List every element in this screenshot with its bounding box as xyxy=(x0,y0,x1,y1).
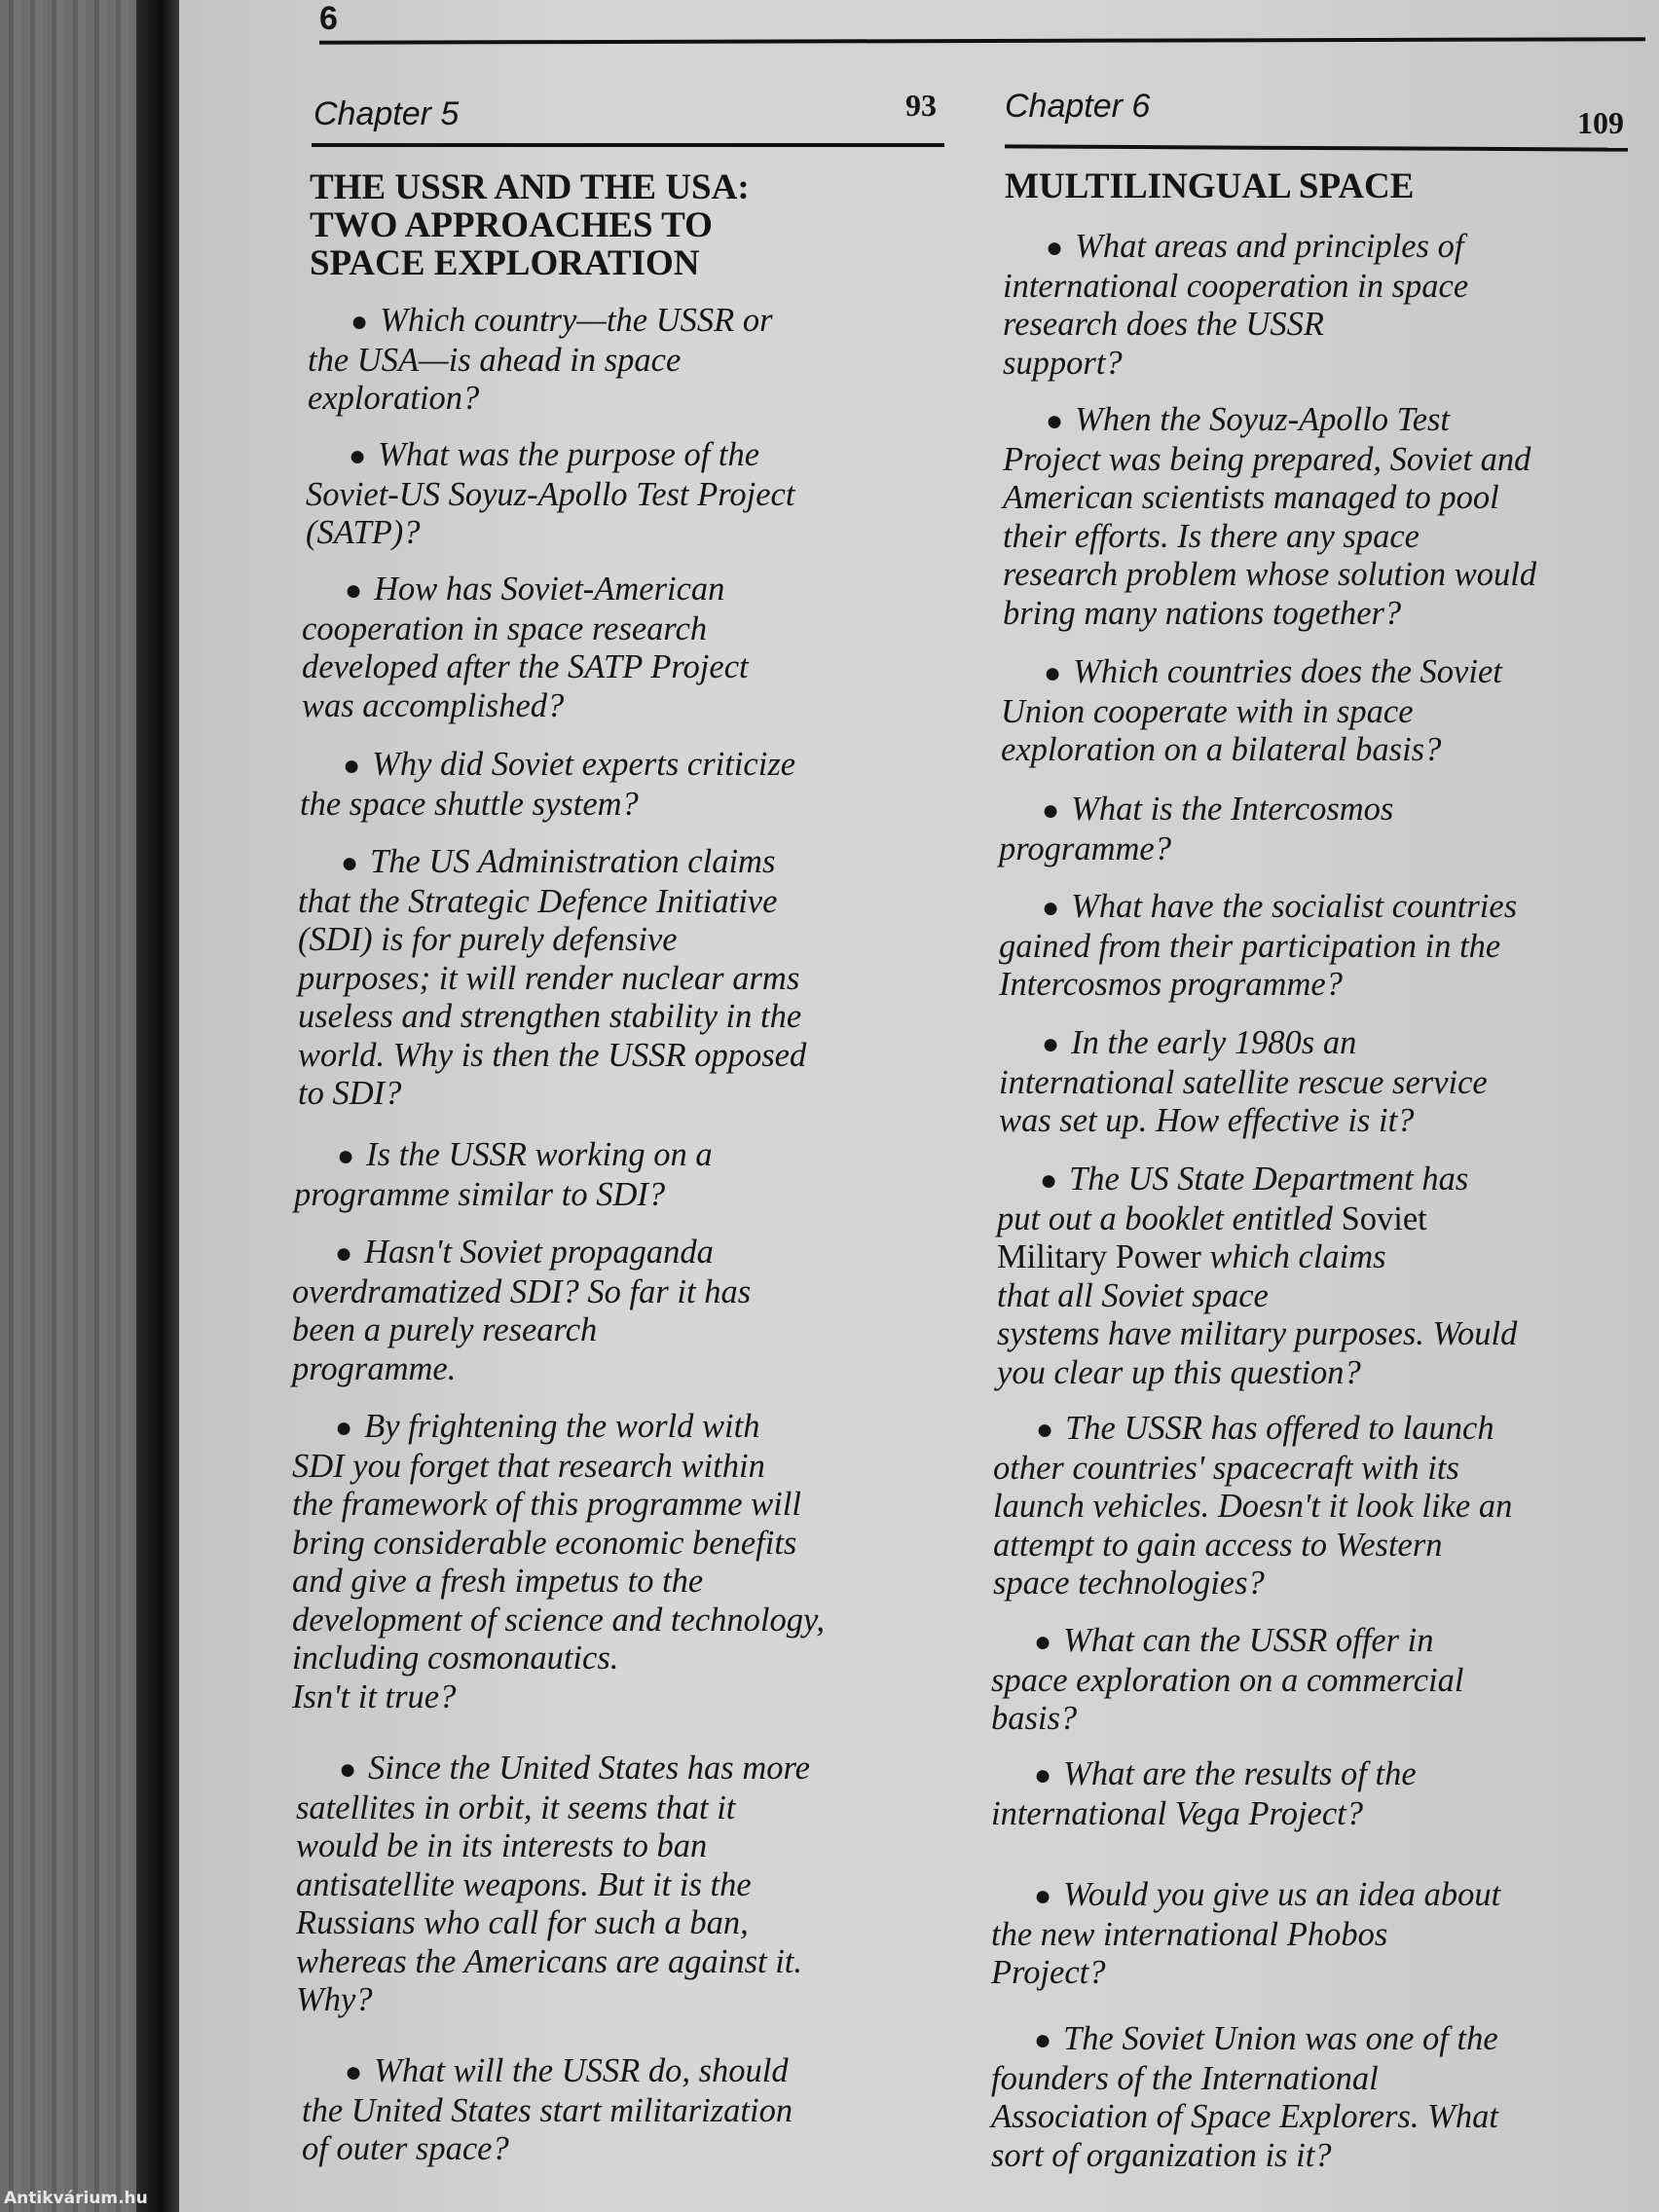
book-binding xyxy=(136,0,179,2212)
question: ● The USSR has offered to launch other countries' spacecraft with its launch vehicles. Doesn't it look like an attempt to gain access to Western space technologies? xyxy=(993,1410,1513,1602)
bullet-icon: ● xyxy=(345,2056,363,2088)
question: ● What will the USSR do, should the United States start militarization of outer space? xyxy=(302,2052,793,2167)
bullet-icon: ● xyxy=(335,1412,353,1444)
left-chapter-title: THE USSR AND THE USA: TWO APPROACHES TO SPACE EXPLORATION xyxy=(310,167,750,283)
bullet-icon: ● xyxy=(1036,1414,1054,1446)
question: ● What have the socialist countries gained from their participation in the Intercosmos programme? xyxy=(999,888,1518,1003)
bullet-icon: ● xyxy=(1042,794,1060,827)
question: ● Would you give us an idea about the new international Phobos Project? xyxy=(991,1876,1501,1991)
bullet-icon: ● xyxy=(339,1753,357,1786)
bullet-icon: ● xyxy=(1034,1880,1052,1912)
bullet-icon: ● xyxy=(350,306,369,338)
bullet-icon: ● xyxy=(343,750,361,782)
question: ● What is the Intercosmos programme? xyxy=(999,791,1394,867)
question: ● Since the United States has more satellites in orbit, it seems that it would be in its interests to ban antisatellite weapons. But it is the Russians who call for such a ban, whereas the Americans are against it. Why? xyxy=(296,1750,810,2018)
bullet-icon: ● xyxy=(1040,1164,1058,1197)
question: ● When the Soyuz-Apollo Test Project was being prepared, Soviet and American scientists managed to pool their efforts. Is there any space research problem whose solution would bring many nations together? xyxy=(1003,401,1537,632)
question: ● What can the USSR offer in space exploration on a commercial basis? xyxy=(991,1622,1464,1737)
left-rule xyxy=(312,143,944,147)
right-chapter-title: MULTILINGUAL SPACE xyxy=(1005,166,1415,206)
bullet-icon: ● xyxy=(1042,892,1060,924)
right-chapter-label: Chapter 6 xyxy=(1005,88,1151,125)
question: ● The US Administration claims that the Strategic Defence Initiative (SDI) is for purely defensive purposes; it will render nuclear arms useless and strengthen stability in the world. Why is then the USSR opposed to SDI? xyxy=(298,843,807,1112)
bullet-icon: ● xyxy=(341,847,359,879)
question: ● Why did Soviet experts criticize the space shuttle system? xyxy=(300,746,796,823)
question: ● In the early 1980s an international satellite rescue service was set up. How effective is it? xyxy=(999,1024,1488,1139)
question: ● By frightening the world with SDI you forget that research within the framework of this programme will bring considerable economic benefits and give a fresh impetus to the development of science and technology, including cosmonautics. Isn't it true? xyxy=(292,1408,826,1715)
bullet-icon: ● xyxy=(345,574,363,607)
question: ● What are the results of the international Vega Project? xyxy=(991,1755,1417,1832)
bullet-icon: ● xyxy=(1046,405,1064,437)
bullet-icon: ● xyxy=(349,440,367,472)
question: ● The US State Department has put out a booklet entitled Soviet Military Power which claims that all Soviet space systems have military purposes. Would you clear up this question? xyxy=(997,1161,1518,1391)
question: ● What was the purpose of the Soviet-US Soyuz-Apollo Test Project (SATP)? xyxy=(306,436,795,551)
question: ● Hasn't Soviet propaganda overdramatized SDI? So far it has been a purely research programme. xyxy=(292,1234,752,1387)
bullet-icon: ● xyxy=(335,1237,353,1270)
bullet-icon: ● xyxy=(1034,1759,1052,1791)
left-chapter-page: 93 xyxy=(905,88,937,123)
page-number: 6 xyxy=(319,0,338,37)
watermark: Antikvárium.hu xyxy=(4,2189,148,2208)
bullet-icon: ● xyxy=(337,1140,355,1172)
left-chapter-label: Chapter 5 xyxy=(313,95,460,132)
bullet-icon: ● xyxy=(1034,2024,1052,2056)
question: ● Is the USSR working on a programme similar to SDI? xyxy=(294,1136,713,1213)
question: ● The Soviet Union was one of the founders of the International Association of Space Explorers. What sort of organization is it? xyxy=(991,2020,1498,2174)
bullet-icon: ● xyxy=(1042,1028,1060,1060)
right-chapter-page: 109 xyxy=(1577,105,1624,140)
bullet-icon: ● xyxy=(1046,232,1064,264)
question: ● What areas and principles of international cooperation in space research does the USSR support? xyxy=(1003,228,1469,382)
book-spine xyxy=(0,0,136,2212)
question: ● Which country—the USSR or the USA—is ahead in space exploration? xyxy=(308,302,773,417)
bullet-icon: ● xyxy=(1044,657,1062,689)
question: ● How has Soviet-American cooperation in space research developed after the SATP Project was accomplished? xyxy=(302,571,749,724)
bullet-icon: ● xyxy=(1034,1626,1052,1658)
question: ● Which countries does the Soviet Union cooperate with in space exploration on a bilateral basis? xyxy=(1001,653,1502,768)
booklet-title: Soviet Military Power xyxy=(997,1199,1427,1275)
